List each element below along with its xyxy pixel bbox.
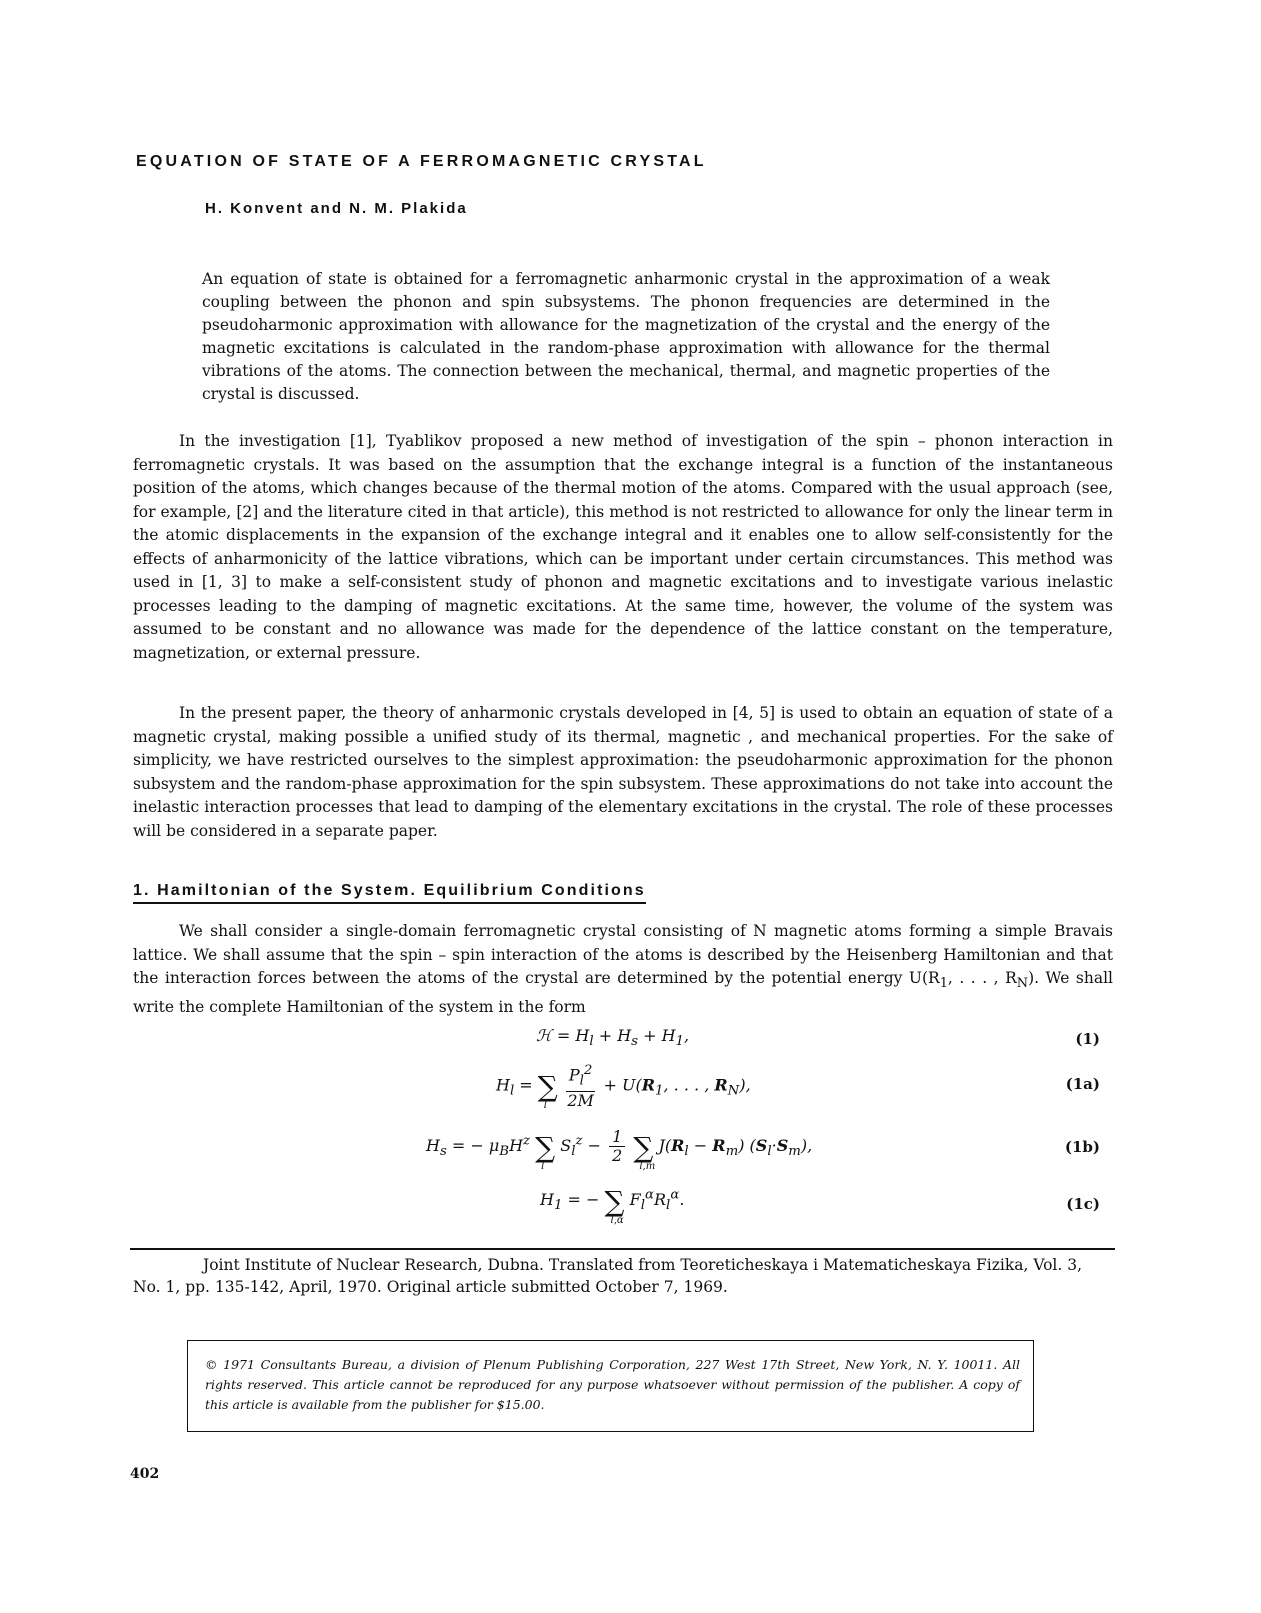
equation-1: ℋ = $H_l + H_s + H_1$, <box>536 1026 690 1050</box>
hamiltonian-text-c: ). We shall write the complete Hamiltonian of the system in the form <box>133 969 1113 1016</box>
footnote <box>133 1254 1108 1298</box>
equation-1a-number: (1a) <box>1065 1075 1100 1093</box>
hamiltonian-paragraph <box>133 920 1113 1019</box>
equation-1b-number: (1b) <box>1064 1138 1100 1156</box>
section-heading: 1. Hamiltonian of the System. Equilibrium Conditions <box>133 882 646 904</box>
copyright-box <box>187 1340 1034 1432</box>
article-title: EQUATION OF STATE OF A FERROMAGNETIC CRYSTAL <box>136 153 707 170</box>
subscript-1: 1 <box>939 976 948 992</box>
hamiltonian-text-a: We shall consider a single-domain ferromagnetic crystal consisting of N magnetic atoms forming a simple Bravais lattice. We shall assume that the spin – spin interaction of the atoms is described by the Heisenberg Hamiltonian and that the interaction forces between the atoms of the crystal are determined by the potential energy U(R <box>133 922 1113 987</box>
article-authors: H. Konvent and N. M. Plakida <box>205 200 468 217</box>
hamiltonian-text <box>133 920 1113 1019</box>
subscript-n: N <box>1016 976 1029 992</box>
footnote-divider <box>130 1248 1115 1250</box>
footnote-text: Joint Institute of Nuclear Research, Dubna. Translated from Teoreticheskaya i Matematicheskaya Fizika, Vol. 3, No. 1, pp. 135-142, April, 1970. Original article submitted October 7, 1969. <box>133 1256 1083 1296</box>
equation-1c: $H_1$ = − ∑ l,α $F_l^\alpha R_l^\alpha$. <box>540 1185 685 1226</box>
intro-text: In the investigation [1], Tyablikov proposed a new method of investigation of the spin – phonon interaction in ferromagnetic crystals. It was based on the assumption that the exchange integral is a function of the instantaneous position of the atoms, which changes because of the thermal motion of the atoms. Compared with the usual approach (see, for example, [2] and the literature cited in that article), this method is not restricted to allowance for only the linear term in the atomic displacements in the expansion of the exchange integral and it enables one to allow self-consistently for the effects of anharmonicity of the lattice vibrations, which can be important under certain circumstances. This method was used in [1, 3] to make a self-consistent study of phonon and magnetic excitations and to investigate various inelastic processes leading to the damping of magnetic excitations. At the same time, however, the volume of the system was assumed to be constant and no allowance was made for the dependence of the lattice constant on the temperature, magnetization, or external pressure. <box>133 432 1113 662</box>
copyright-notice: © 1971 Consultants Bureau, a division of Plenum Publishing Corporation, 227 West 17th Street, New York, N. Y. 10011. All rights reserved. This article cannot be reproduced for any purpose whatsoever without permission of the publisher. A copy of this article is available from the publisher for $15.00. <box>205 1357 1020 1412</box>
intro-paragraph <box>133 430 1113 665</box>
equation-1a: $H_l$ = ∑ l $\frac{P_l^2}{2M}$ + $U(R_1$, . . . , $R_N$), <box>496 1063 751 1112</box>
equation-1-number: (1) <box>1075 1030 1100 1048</box>
hamiltonian-text-b: , . . . , R <box>947 969 1017 987</box>
present-paper-paragraph <box>133 702 1113 843</box>
equation-1c-number: (1c) <box>1066 1195 1100 1213</box>
present-paper-text: In the present paper, the theory of anharmonic crystals developed in [4, 5] is used to obtain an equation of state of a magnetic crystal, making possible a unified study of its thermal, magnetic , and mechanical properties. For the sake of simplicity, we have restricted ourselves to the simplest approximation: the pseudoharmonic approximation for the phonon subsystem and the random-phase approximation for the spin subsystem. These approximations do not take into account the inelastic interaction processes that lead to damping of the elementary excitations in the crystal. The role of these processes will be considered in a separate paper. <box>133 704 1113 840</box>
equation-1b: $H_s$ = − $\mu_BH^z$ ∑ l $S_l^z$ − $\frac{1}{2}$ ∑ l,m $J(R_l - R_m)$ $(S_l\cdot S_m)$, <box>426 1127 813 1172</box>
page-number: 402 <box>130 1466 160 1482</box>
abstract: An equation of state is obtained for a ferromagnetic anharmonic crystal in the approximation of a weak coupling between the phonon and spin subsystems. The phonon frequencies are determined in the pseudoharmonic approximation with allowance for the magnetization of the crystal and the energy of the magnetic excitations is calculated in the random-phase approximation with allowance for the thermal vibrations of the atoms. The connection between the mechanical, thermal, and magnetic properties of the crystal is discussed. <box>202 270 1050 403</box>
